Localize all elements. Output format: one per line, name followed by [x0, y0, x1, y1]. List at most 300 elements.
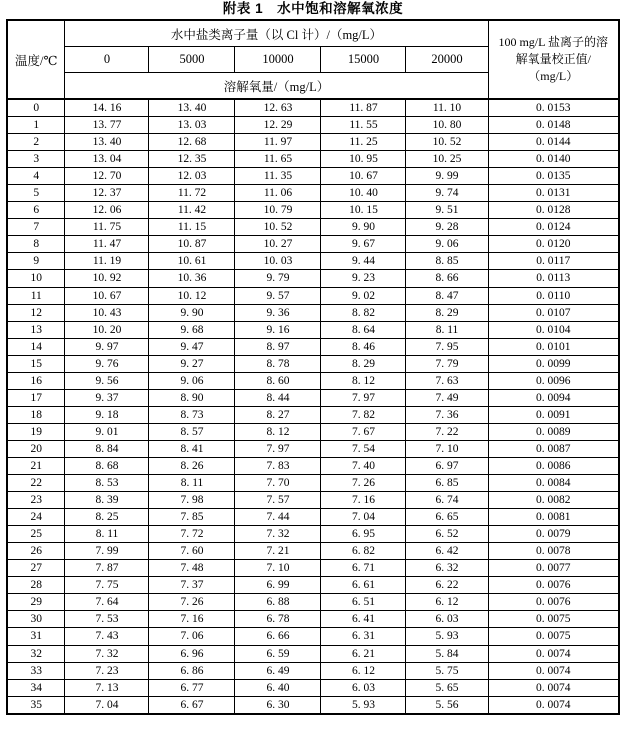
dissolved-oxygen-cell: 10. 61: [149, 253, 235, 270]
dissolved-oxygen-cell: 7. 32: [65, 645, 149, 662]
dissolved-oxygen-cell: 6. 97: [406, 457, 488, 474]
table-row: [7, 560, 619, 577]
temperature-cell: 10: [7, 270, 65, 287]
table-row: [7, 321, 619, 338]
table-header: [7, 20, 619, 99]
dissolved-oxygen-cell: 5. 93: [406, 628, 488, 645]
dissolved-oxygen-cell: 6. 59: [235, 645, 321, 662]
dissolved-oxygen-cell: 9. 28: [406, 219, 488, 236]
table-row: [7, 389, 619, 406]
dissolved-oxygen-cell: 7. 54: [321, 440, 406, 457]
dissolved-oxygen-cell: 11. 97: [235, 134, 321, 151]
dissolved-oxygen-cell: 11. 35: [235, 168, 321, 185]
dissolved-oxygen-cell: 8. 73: [149, 406, 235, 423]
dissolved-oxygen-cell: 10. 36: [149, 270, 235, 287]
header-row-1: [7, 20, 619, 47]
correction-value-cell: 0. 0079: [488, 526, 619, 543]
dissolved-oxygen-cell: 10. 52: [235, 219, 321, 236]
dissolved-oxygen-cell: 8. 11: [65, 526, 149, 543]
table-row: [7, 253, 619, 270]
dissolved-oxygen-cell: 7. 22: [406, 423, 488, 440]
dissolved-oxygen-cell: 7. 10: [235, 560, 321, 577]
dissolved-oxygen-cell: 7. 04: [321, 509, 406, 526]
table-row: [7, 151, 619, 168]
dissolved-oxygen-cell: 7. 85: [149, 509, 235, 526]
temperature-cell: 7: [7, 219, 65, 236]
dissolved-oxygen-cell: 11. 10: [406, 99, 488, 117]
dissolved-oxygen-cell: 8. 68: [65, 457, 149, 474]
dissolved-oxygen-cell: 7. 23: [65, 662, 149, 679]
dissolved-oxygen-cell: 9. 47: [149, 338, 235, 355]
correction-value-cell: 0. 0091: [488, 406, 619, 423]
dissolved-oxygen-cell: 9. 90: [149, 304, 235, 321]
dissolved-oxygen-table: [6, 19, 620, 715]
dissolved-oxygen-cell: 13. 04: [65, 151, 149, 168]
dissolved-oxygen-cell: 6. 65: [406, 509, 488, 526]
table-row: [7, 202, 619, 219]
temperature-cell: 24: [7, 509, 65, 526]
correction-value-cell: 0. 0120: [488, 236, 619, 253]
dissolved-oxygen-cell: 8. 11: [149, 475, 235, 492]
dissolved-oxygen-cell: 11. 42: [149, 202, 235, 219]
temperature-cell: 26: [7, 543, 65, 560]
dissolved-oxygen-cell: 10. 40: [321, 185, 406, 202]
dissolved-oxygen-cell: 7. 04: [65, 696, 149, 714]
temperature-cell: 20: [7, 440, 65, 457]
dissolved-oxygen-cell: 9. 23: [321, 270, 406, 287]
dissolved-oxygen-cell: 6. 21: [321, 645, 406, 662]
correction-value-cell: 0. 0096: [488, 372, 619, 389]
table-row: [7, 696, 619, 714]
dissolved-oxygen-cell: 11. 65: [235, 151, 321, 168]
dissolved-oxygen-cell: 7. 37: [149, 577, 235, 594]
dissolved-oxygen-cell: 7. 60: [149, 543, 235, 560]
dissolved-oxygen-cell: 7. 06: [149, 628, 235, 645]
correction-value-cell: 0. 0110: [488, 287, 619, 304]
temperature-cell: 6: [7, 202, 65, 219]
dissolved-oxygen-cell: 11. 55: [321, 117, 406, 134]
dissolved-oxygen-cell: 8. 27: [235, 406, 321, 423]
dissolved-oxygen-cell: 10. 25: [406, 151, 488, 168]
correction-header-line-3: （mg/L）: [528, 69, 579, 83]
temperature-cell: 18: [7, 406, 65, 423]
dissolved-oxygen-cell: 7. 67: [321, 423, 406, 440]
temperature-cell: 34: [7, 679, 65, 696]
correction-value-cell: 0. 0148: [488, 117, 619, 134]
dissolved-oxygen-cell: 12. 37: [65, 185, 149, 202]
dissolved-oxygen-cell: 9. 27: [149, 355, 235, 372]
dissolved-oxygen-cell: 6. 86: [149, 662, 235, 679]
temperature-cell: 1: [7, 117, 65, 134]
dissolved-oxygen-cell: 7. 43: [65, 628, 149, 645]
table-row: [7, 168, 619, 185]
correction-value-cell: 0. 0104: [488, 321, 619, 338]
dissolved-oxygen-cell: 8. 78: [235, 355, 321, 372]
dissolved-oxygen-cell: 9. 68: [149, 321, 235, 338]
correction-value-cell: 0. 0078: [488, 543, 619, 560]
temperature-cell: 19: [7, 423, 65, 440]
table-row: [7, 457, 619, 474]
dissolved-oxygen-cell: 9. 97: [65, 338, 149, 355]
temperature-cell: 2: [7, 134, 65, 151]
dissolved-oxygen-cell: 10. 20: [65, 321, 149, 338]
dissolved-oxygen-cell: 7. 53: [65, 611, 149, 628]
correction-value-cell: 0. 0086: [488, 457, 619, 474]
salt-level-header-5000: 5000: [149, 47, 235, 73]
dissolved-oxygen-cell: 11. 87: [321, 99, 406, 117]
dissolved-oxygen-cell: 9. 16: [235, 321, 321, 338]
dissolved-oxygen-cell: 10. 15: [321, 202, 406, 219]
dissolved-oxygen-cell: 7. 10: [406, 440, 488, 457]
dissolved-oxygen-cell: 7. 97: [321, 389, 406, 406]
dissolved-oxygen-cell: 8. 29: [321, 355, 406, 372]
table-row: [7, 679, 619, 696]
dissolved-oxygen-cell: 8. 46: [321, 338, 406, 355]
correction-value-cell: 0. 0153: [488, 99, 619, 117]
dissolved-oxygen-cell: 10. 87: [149, 236, 235, 253]
table-row: [7, 236, 619, 253]
dissolved-oxygen-cell: 7. 63: [406, 372, 488, 389]
temperature-cell: 28: [7, 577, 65, 594]
dissolved-oxygen-cell: 9. 76: [65, 355, 149, 372]
dissolved-oxygen-cell: 6. 96: [149, 645, 235, 662]
dissolved-oxygen-cell: 8. 82: [321, 304, 406, 321]
dissolved-oxygen-cell: 6. 12: [321, 662, 406, 679]
temperature-cell: 23: [7, 492, 65, 509]
temperature-cell: 4: [7, 168, 65, 185]
dissolved-oxygen-cell: 6. 52: [406, 526, 488, 543]
dissolved-oxygen-cell: 6. 95: [321, 526, 406, 543]
dissolved-oxygen-cell: 13. 40: [149, 99, 235, 117]
dissolved-oxygen-cell: 6. 67: [149, 696, 235, 714]
salt-level-header-10000: 10000: [235, 47, 321, 73]
table-row: [7, 611, 619, 628]
dissolved-oxygen-cell: 7. 40: [321, 457, 406, 474]
correction-value-cell: 0. 0081: [488, 509, 619, 526]
dissolved-oxygen-cell: 7. 13: [65, 679, 149, 696]
dissolved-oxygen-cell: 7. 36: [406, 406, 488, 423]
dissolved-oxygen-cell: 13. 40: [65, 134, 149, 151]
correction-value-cell: 0. 0144: [488, 134, 619, 151]
dissolved-oxygen-cell: 9. 99: [406, 168, 488, 185]
dissolved-oxygen-cell: 7. 75: [65, 577, 149, 594]
correction-value-cell: 0. 0084: [488, 475, 619, 492]
dissolved-oxygen-cell: 11. 19: [65, 253, 149, 270]
dissolved-oxygen-cell: 8. 97: [235, 338, 321, 355]
temperature-cell: 29: [7, 594, 65, 611]
dissolved-oxygen-cell: 8. 11: [406, 321, 488, 338]
dissolved-oxygen-cell: 6. 31: [321, 628, 406, 645]
dissolved-oxygen-cell: 7. 26: [321, 475, 406, 492]
dissolved-oxygen-cell: 10. 27: [235, 236, 321, 253]
dissolved-oxygen-cell: 6. 74: [406, 492, 488, 509]
dissolved-oxygen-cell: 9. 79: [235, 270, 321, 287]
dissolved-oxygen-cell: 8. 85: [406, 253, 488, 270]
temperature-cell: 35: [7, 696, 65, 714]
correction-value-cell: 0. 0076: [488, 594, 619, 611]
dissolved-oxygen-cell: 7. 83: [235, 457, 321, 474]
dissolved-oxygen-cell: 9. 06: [406, 236, 488, 253]
table-row: [7, 594, 619, 611]
correction-value-cell: 0. 0082: [488, 492, 619, 509]
dissolved-oxygen-cell: 11. 72: [149, 185, 235, 202]
correction-value-cell: 0. 0094: [488, 389, 619, 406]
dissolved-oxygen-cell: 8. 25: [65, 509, 149, 526]
dissolved-oxygen-cell: 7. 87: [65, 560, 149, 577]
dissolved-oxygen-unit-header: 溶解氧量/（mg/L）: [65, 73, 488, 100]
dissolved-oxygen-cell: 7. 97: [235, 440, 321, 457]
dissolved-oxygen-cell: 10. 80: [406, 117, 488, 134]
salt-level-header-20000: 20000: [406, 47, 488, 73]
correction-value-cell: 0. 0075: [488, 611, 619, 628]
dissolved-oxygen-cell: 9. 06: [149, 372, 235, 389]
dissolved-oxygen-cell: 7. 72: [149, 526, 235, 543]
table-row: [7, 440, 619, 457]
table-row: [7, 338, 619, 355]
temperature-cell: 3: [7, 151, 65, 168]
temperature-cell: 0: [7, 99, 65, 117]
dissolved-oxygen-cell: 7. 95: [406, 338, 488, 355]
dissolved-oxygen-cell: 6. 22: [406, 577, 488, 594]
temperature-cell: 17: [7, 389, 65, 406]
table-row: [7, 423, 619, 440]
dissolved-oxygen-cell: 6. 03: [321, 679, 406, 696]
correction-value-cell: 0. 0076: [488, 577, 619, 594]
dissolved-oxygen-cell: 8. 84: [65, 440, 149, 457]
dissolved-oxygen-cell: 6. 78: [235, 611, 321, 628]
dissolved-oxygen-cell: 6. 88: [235, 594, 321, 611]
dissolved-oxygen-cell: 10. 67: [321, 168, 406, 185]
dissolved-oxygen-cell: 6. 40: [235, 679, 321, 696]
dissolved-oxygen-cell: 6. 99: [235, 577, 321, 594]
dissolved-oxygen-cell: 8. 47: [406, 287, 488, 304]
table-row: [7, 526, 619, 543]
temperature-cell: 32: [7, 645, 65, 662]
dissolved-oxygen-cell: 10. 52: [406, 134, 488, 151]
correction-value-cell: 0. 0135: [488, 168, 619, 185]
dissolved-oxygen-cell: 9. 56: [65, 372, 149, 389]
dissolved-oxygen-cell: 7. 16: [149, 611, 235, 628]
dissolved-oxygen-cell: 9. 01: [65, 423, 149, 440]
dissolved-oxygen-cell: 10. 67: [65, 287, 149, 304]
dissolved-oxygen-cell: 8. 64: [321, 321, 406, 338]
temperature-cell: 22: [7, 475, 65, 492]
dissolved-oxygen-cell: 5. 56: [406, 696, 488, 714]
table-row: [7, 645, 619, 662]
correction-value-cell: 0. 0117: [488, 253, 619, 270]
dissolved-oxygen-cell: 8. 41: [149, 440, 235, 457]
correction-value-cell: 0. 0089: [488, 423, 619, 440]
temperature-cell: 9: [7, 253, 65, 270]
table-row: [7, 117, 619, 134]
temperature-cell: 8: [7, 236, 65, 253]
table-row: [7, 99, 619, 117]
table-row: [7, 304, 619, 321]
temperature-cell: 31: [7, 628, 65, 645]
dissolved-oxygen-cell: 8. 44: [235, 389, 321, 406]
salt-level-header-0: 0: [65, 47, 149, 73]
dissolved-oxygen-cell: 8. 53: [65, 475, 149, 492]
table-row: [7, 662, 619, 679]
temperature-cell: 11: [7, 287, 65, 304]
dissolved-oxygen-cell: 6. 82: [321, 543, 406, 560]
dissolved-oxygen-cell: 7. 32: [235, 526, 321, 543]
table-row: [7, 406, 619, 423]
dissolved-oxygen-cell: 11. 75: [65, 219, 149, 236]
dissolved-oxygen-cell: 8. 12: [235, 423, 321, 440]
dissolved-oxygen-cell: 8. 12: [321, 372, 406, 389]
table-row: [7, 577, 619, 594]
dissolved-oxygen-cell: 10. 79: [235, 202, 321, 219]
dissolved-oxygen-cell: 13. 03: [149, 117, 235, 134]
dissolved-oxygen-cell: 9. 02: [321, 287, 406, 304]
dissolved-oxygen-cell: 7. 57: [235, 492, 321, 509]
dissolved-oxygen-cell: 7. 21: [235, 543, 321, 560]
temperature-cell: 15: [7, 355, 65, 372]
dissolved-oxygen-cell: 8. 60: [235, 372, 321, 389]
dissolved-oxygen-cell: 6. 30: [235, 696, 321, 714]
dissolved-oxygen-cell: 12. 06: [65, 202, 149, 219]
dissolved-oxygen-cell: 6. 51: [321, 594, 406, 611]
dissolved-oxygen-cell: 5. 75: [406, 662, 488, 679]
salt-level-header-15000: 15000: [321, 47, 406, 73]
dissolved-oxygen-cell: 10. 03: [235, 253, 321, 270]
dissolved-oxygen-cell: 10. 92: [65, 270, 149, 287]
table-row: [7, 134, 619, 151]
temperature-cell: 33: [7, 662, 65, 679]
dissolved-oxygen-cell: 7. 82: [321, 406, 406, 423]
dissolved-oxygen-cell: 7. 16: [321, 492, 406, 509]
dissolved-oxygen-cell: 6. 61: [321, 577, 406, 594]
dissolved-oxygen-cell: 5. 84: [406, 645, 488, 662]
table-row: [7, 475, 619, 492]
correction-value-cell: 0. 0077: [488, 560, 619, 577]
dissolved-oxygen-cell: 7. 64: [65, 594, 149, 611]
correction-value-cell: 0. 0087: [488, 440, 619, 457]
dissolved-oxygen-cell: 14. 16: [65, 99, 149, 117]
correction-value-cell: 0. 0074: [488, 662, 619, 679]
dissolved-oxygen-cell: 10. 12: [149, 287, 235, 304]
dissolved-oxygen-cell: 12. 35: [149, 151, 235, 168]
dissolved-oxygen-cell: 6. 42: [406, 543, 488, 560]
dissolved-oxygen-cell: 9. 57: [235, 287, 321, 304]
table-title: 附表 1 水中饱和溶解氧浓度: [222, 1, 404, 16]
table-row: [7, 219, 619, 236]
temperature-cell: 25: [7, 526, 65, 543]
dissolved-oxygen-cell: 5. 93: [321, 696, 406, 714]
temperature-cell: 14: [7, 338, 65, 355]
dissolved-oxygen-cell: 6. 41: [321, 611, 406, 628]
dissolved-oxygen-cell: 12. 29: [235, 117, 321, 134]
correction-value-cell: 0. 0113: [488, 270, 619, 287]
table-row: [7, 492, 619, 509]
temperature-cell: 27: [7, 560, 65, 577]
dissolved-oxygen-cell: 11. 15: [149, 219, 235, 236]
table-row: [7, 628, 619, 645]
dissolved-oxygen-cell: 6. 49: [235, 662, 321, 679]
dissolved-oxygen-cell: 7. 70: [235, 475, 321, 492]
dissolved-oxygen-cell: 6. 66: [235, 628, 321, 645]
dissolved-oxygen-cell: 7. 99: [65, 543, 149, 560]
dissolved-oxygen-cell: 7. 98: [149, 492, 235, 509]
correction-value-cell: 0. 0128: [488, 202, 619, 219]
dissolved-oxygen-cell: 8. 29: [406, 304, 488, 321]
dissolved-oxygen-cell: 10. 95: [321, 151, 406, 168]
salt-ion-group-header: 水中盐类离子量（以 Cl 计）/（mg/L）: [65, 20, 488, 47]
correction-value-cell: 0. 0075: [488, 628, 619, 645]
correction-value-cell: 0. 0074: [488, 645, 619, 662]
dissolved-oxygen-cell: 8. 66: [406, 270, 488, 287]
dissolved-oxygen-cell: 9. 74: [406, 185, 488, 202]
table-body: [7, 99, 619, 714]
dissolved-oxygen-cell: 7. 48: [149, 560, 235, 577]
correction-value-cell: 0. 0099: [488, 355, 619, 372]
temperature-cell: 13: [7, 321, 65, 338]
dissolved-oxygen-cell: 9. 51: [406, 202, 488, 219]
table-row: [7, 509, 619, 526]
table-row: [7, 185, 619, 202]
temperature-cell: 5: [7, 185, 65, 202]
dissolved-oxygen-cell: 9. 44: [321, 253, 406, 270]
dissolved-oxygen-cell: 9. 67: [321, 236, 406, 253]
temperature-cell: 30: [7, 611, 65, 628]
dissolved-oxygen-cell: 7. 26: [149, 594, 235, 611]
dissolved-oxygen-cell: 12. 68: [149, 134, 235, 151]
dissolved-oxygen-cell: 11. 06: [235, 185, 321, 202]
dissolved-oxygen-cell: 12. 63: [235, 99, 321, 117]
dissolved-oxygen-cell: 8. 39: [65, 492, 149, 509]
dissolved-oxygen-cell: 6. 77: [149, 679, 235, 696]
temperature-cell: 12: [7, 304, 65, 321]
correction-header-line-1: 100 mg/L 盐离子的溶: [498, 35, 609, 49]
dissolved-oxygen-cell: 6. 71: [321, 560, 406, 577]
dissolved-oxygen-cell: 12. 70: [65, 168, 149, 185]
dissolved-oxygen-cell: 9. 18: [65, 406, 149, 423]
dissolved-oxygen-cell: 7. 79: [406, 355, 488, 372]
correction-column-header: [488, 20, 619, 99]
dissolved-oxygen-cell: 9. 90: [321, 219, 406, 236]
dissolved-oxygen-cell: 5. 65: [406, 679, 488, 696]
dissolved-oxygen-cell: 6. 03: [406, 611, 488, 628]
table-row: [7, 287, 619, 304]
correction-header-line-2: 解氧量校正值/: [515, 52, 591, 66]
table-row: [7, 543, 619, 560]
dissolved-oxygen-cell: 11. 47: [65, 236, 149, 253]
dissolved-oxygen-cell: 11. 25: [321, 134, 406, 151]
dissolved-oxygen-cell: 6. 12: [406, 594, 488, 611]
correction-value-cell: 0. 0107: [488, 304, 619, 321]
dissolved-oxygen-cell: 8. 57: [149, 423, 235, 440]
dissolved-oxygen-cell: 7. 49: [406, 389, 488, 406]
dissolved-oxygen-cell: 9. 37: [65, 389, 149, 406]
correction-value-cell: 0. 0074: [488, 696, 619, 714]
dissolved-oxygen-cell: 13. 77: [65, 117, 149, 134]
dissolved-oxygen-cell: 8. 90: [149, 389, 235, 406]
dissolved-oxygen-cell: 12. 03: [149, 168, 235, 185]
dissolved-oxygen-cell: 8. 26: [149, 457, 235, 474]
dissolved-oxygen-cell: 10. 43: [65, 304, 149, 321]
correction-value-cell: 0. 0140: [488, 151, 619, 168]
table-row: [7, 372, 619, 389]
dissolved-oxygen-cell: 7. 44: [235, 509, 321, 526]
dissolved-oxygen-cell: 6. 85: [406, 475, 488, 492]
correction-value-cell: 0. 0074: [488, 679, 619, 696]
dissolved-oxygen-cell: 9. 36: [235, 304, 321, 321]
temperature-cell: 21: [7, 457, 65, 474]
table-row: [7, 355, 619, 372]
dissolved-oxygen-cell: 6. 32: [406, 560, 488, 577]
table-row: [7, 270, 619, 287]
